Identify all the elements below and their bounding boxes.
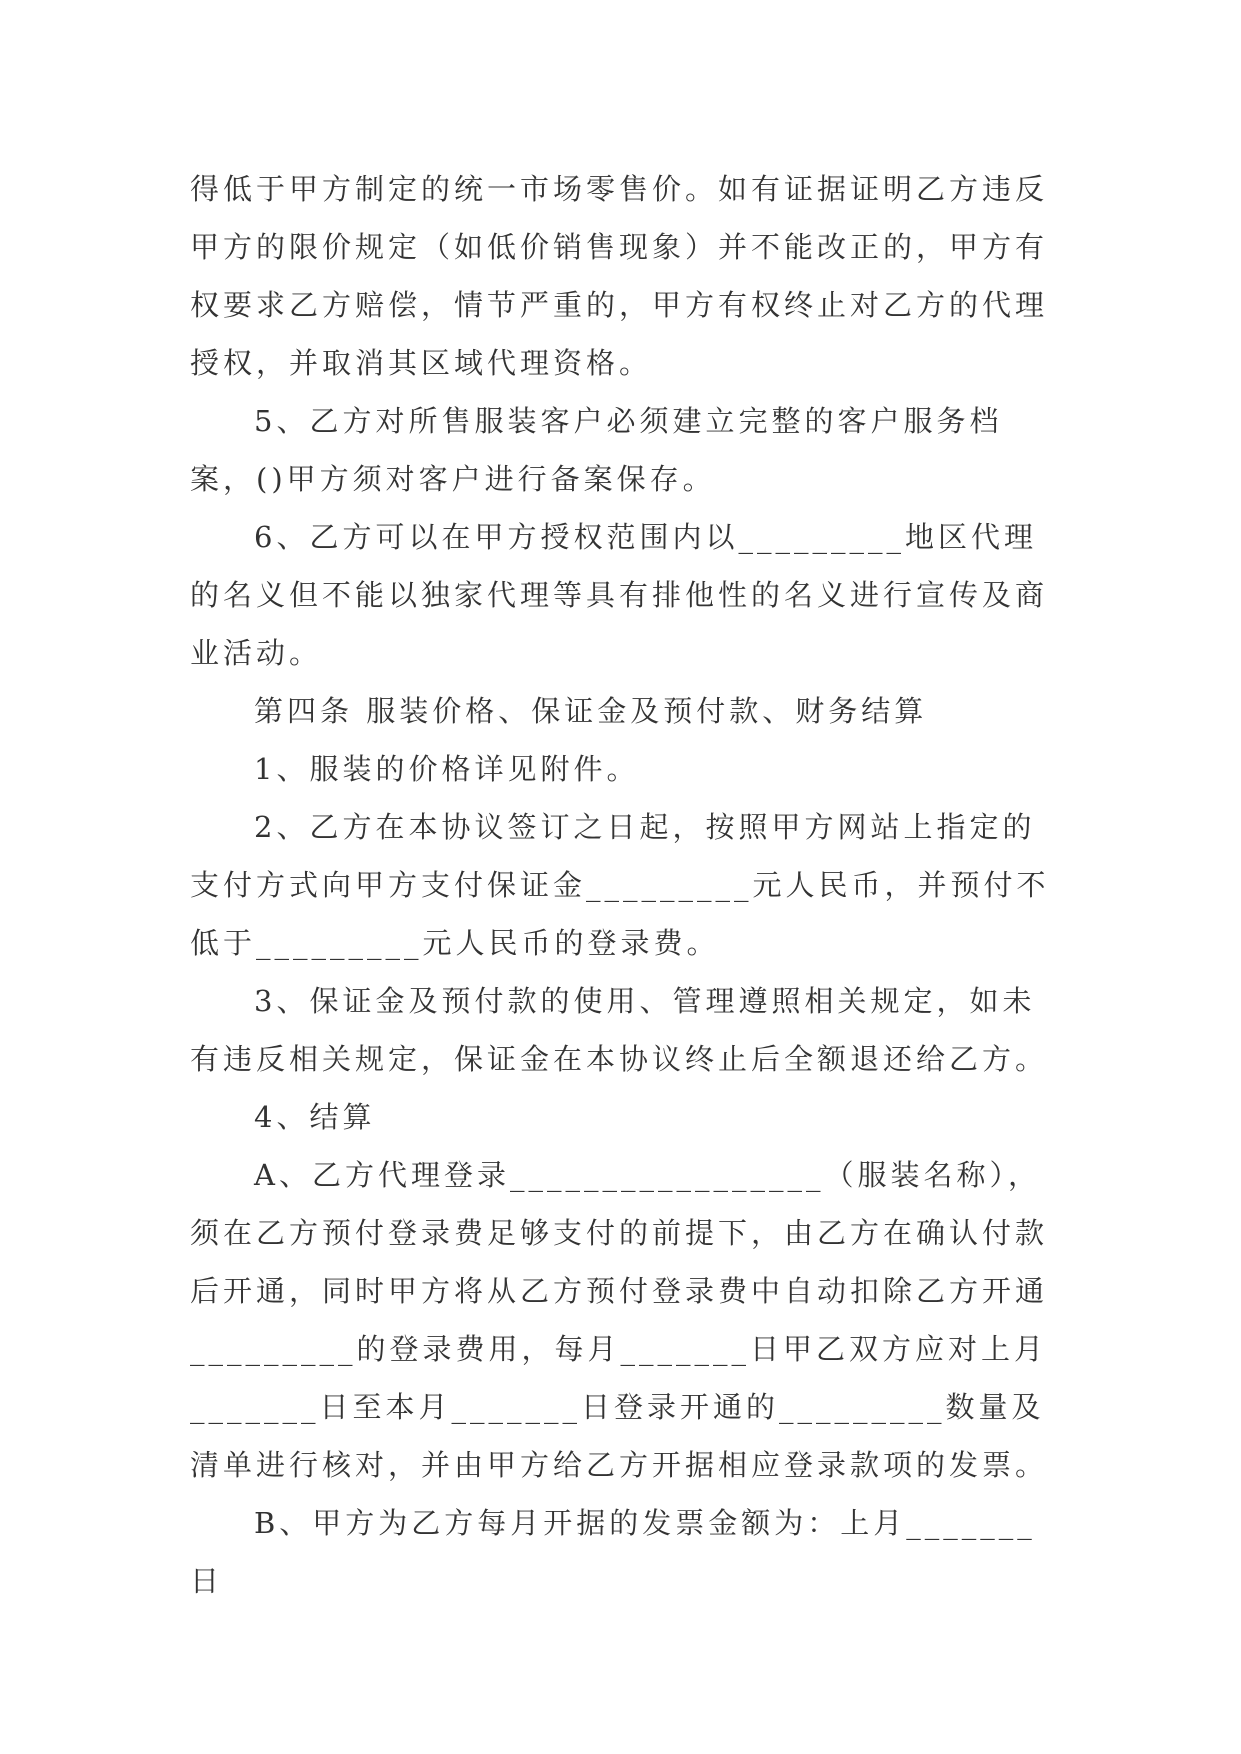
section-heading-article-4: 第四条 服装价格、保证金及预付款、财务结算 (254, 694, 928, 728)
paragraph-article4-item-1: 1、服装的价格详见附件。 (254, 752, 640, 786)
paragraph-article4-item-2: 2、乙方在本协议签订之日起，按照甲方网站上指定的支付方式向甲方支付保证金_________元人民币，并预付不低于_________元人民币的登录费。 (190, 810, 1050, 960)
paragraph-settlement-a: A、乙方代理登录_________________（服装名称），须在乙方预付登录费足够支付的前提下，由乙方在确认付款后开通，同时甲方将从乙方预付登录费中自动扣除乙方开通_________的登录费用，每月_______日甲乙双方应对上月_______日至本月_______日登录开通的_________数量及清单进行核对，并由甲方给乙方开据相应登录款项的发票。 (190, 1158, 1049, 1482)
document-body (190, 160, 1060, 1610)
paragraph-article4-item-3: 3、保证金及预付款的使用、管理遵照相关规定，如未有违反相关规定，保证金在本协议终止后全额退还给乙方。 (190, 984, 1049, 1076)
paragraph-price-restriction: 得低于甲方制定的统一市场零售价。如有证据证明乙方违反甲方的限价规定（如低价销售现象）并不能改正的，甲方有权要求乙方赔偿，情节严重的，甲方有权终止对乙方的代理授权，并取消其区域代理资格。 (190, 172, 1049, 380)
paragraph-article4-item-4: 4、结算 (254, 1100, 376, 1134)
paragraph-settlement-b: B、甲方为乙方每月开据的发票金额为：上月_______日 (190, 1506, 1036, 1598)
paragraph-item-6: 6、乙方可以在甲方授权范围内以_________地区代理的名义但不能以独家代理等具有排他性的名义进行宣传及商业活动。 (190, 520, 1049, 670)
paragraph-item-5: 5、乙方对所售服装客户必须建立完整的客户服务档案，()甲方须对客户进行备案保存。 (190, 404, 1003, 496)
